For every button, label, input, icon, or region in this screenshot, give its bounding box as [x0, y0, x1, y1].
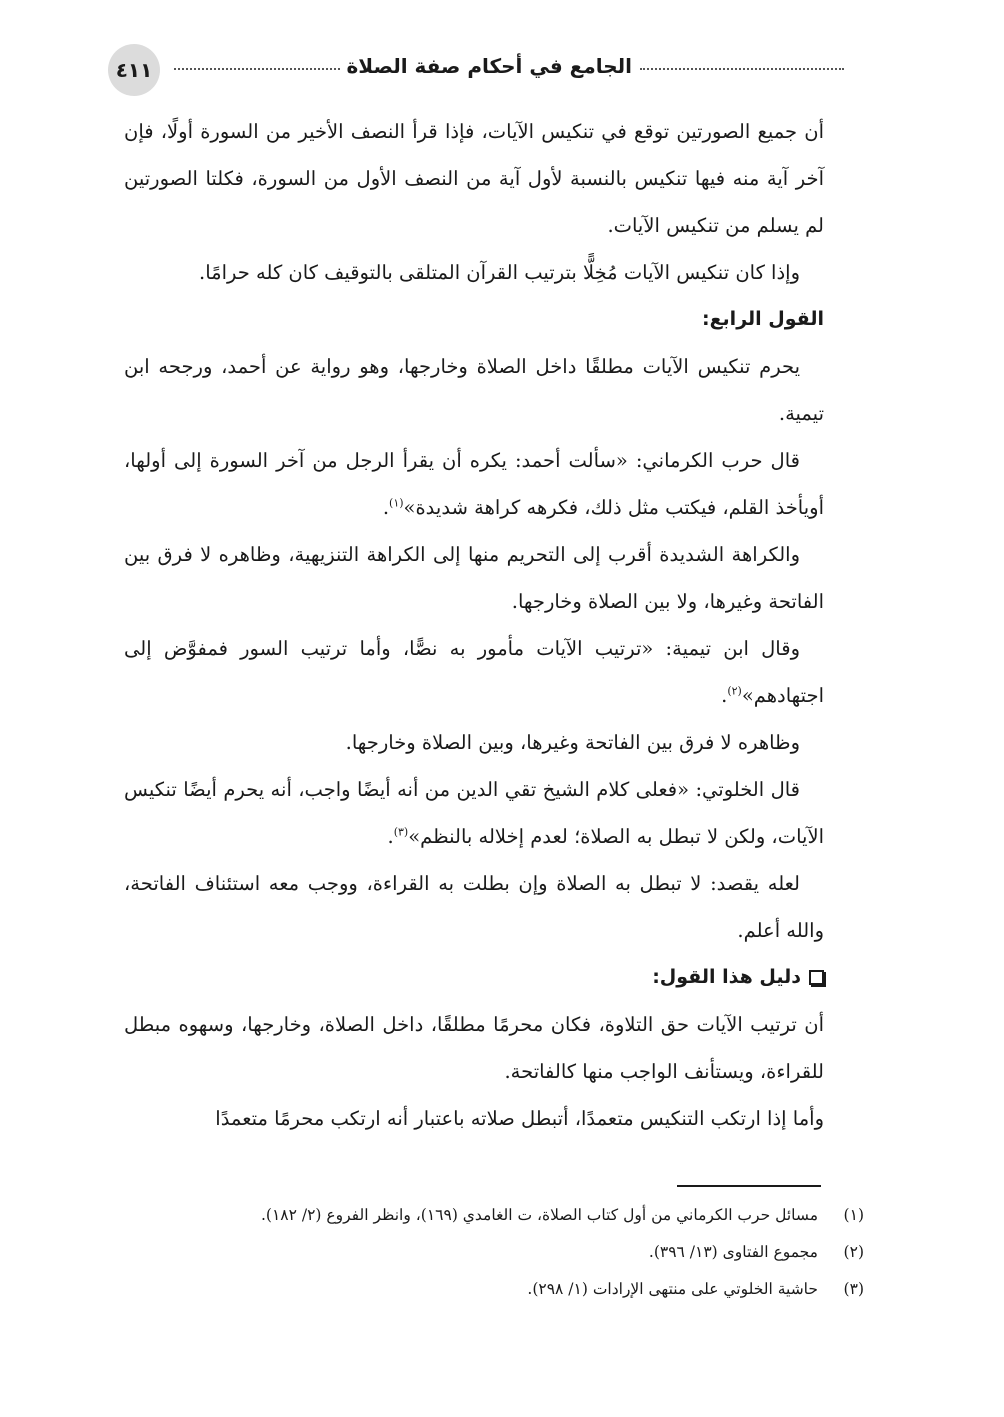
paragraph: وإذا كان تنكيس الآيات مُخِلًّا بترتيب القرآن المتلقى بالتوقيف كان كله حرامًا.: [199, 261, 800, 284]
section-heading-fourth-opinion: القول الرابع:: [701, 308, 824, 330]
paragraph-with-footnote: [124, 625, 824, 719]
punctuation: .: [382, 496, 390, 519]
footnote-number: (١): [843, 1206, 864, 1224]
section-heading-evidence: [124, 954, 824, 1001]
main-text: [124, 108, 824, 1142]
page-number: ٤١١: [108, 44, 160, 96]
header-title: الجامع في أحكام صفة الصلاة: [346, 54, 632, 78]
paragraph: أن ترتيب الآيات حق التلاوة، فكان محرمًا مطلقًا، داخل الصلاة، وخارجها، وسهوه مبطل للقراءة، ويستأنف الواجب منها كالفاتحة.: [124, 1013, 824, 1083]
paragraph: وظاهره لا فرق بين الفاتحة وغيرها، وبين الصلاة وخارجها.: [345, 731, 800, 754]
footnote-text: حاشية الخلوتي على منتهى الإرادات (١/ ٢٩٨).: [527, 1280, 818, 1298]
footnote-text: مجموع الفتاوى (١٣/ ٣٩٦).: [648, 1243, 818, 1261]
footnote-ref: (٢): [727, 684, 742, 698]
paragraph: أن جميع الصورتين توقع في تنكيس الآيات، فإذا قرأ النصف الأخير من السورة أولًا، فإن آخر آية منه فيها تنكيس بالنسبة لأول آية من النصف الأول من السورة، فكلتا الصورتين لم يسلم من تنكيس الآيات.: [124, 120, 824, 237]
footnote-number: (٢): [843, 1243, 864, 1261]
header-dotted-rule-left: [174, 68, 340, 70]
paragraph: وأما إذا ارتكب التنكيس متعمدًا، أتبطل صلاته باعتبار أنه ارتكب محرمًا متعمدًا: [215, 1107, 824, 1130]
footnote-ref: (١): [389, 496, 404, 510]
paragraph-with-footnote: [124, 766, 824, 860]
paragraph-text: وقال ابن تيمية: «ترتيب الآيات مأمور به نصًّا، وأما ترتيب السور فمفوَّض إلى اجتهادهم»: [124, 637, 824, 707]
punctuation: .: [721, 684, 728, 707]
footnote-item: [124, 1234, 864, 1271]
paragraph-text: قال حرب الكرماني: «سألت أحمد: يكره أن يقرأ الرجل من آخر السورة إلى أولها، أويأخذ القلم، فيكتب مثل ذلك، فكرهه كراهة شديدة»: [124, 449, 824, 519]
footnotes: [124, 1197, 864, 1308]
section-heading-text: دليل هذا القول:: [652, 966, 801, 988]
footnote-number: (٣): [843, 1280, 864, 1298]
paragraph-with-footnote: [124, 437, 824, 531]
footnote-text: مسائل حرب الكرماني من أول كتاب الصلاة، ت الغامدي (١٦٩)، وانظر الفروع (٢/ ١٨٢).: [260, 1206, 818, 1224]
punctuation: .: [387, 825, 394, 848]
paragraph-text: قال الخلوتي: «فعلى كلام الشيخ تقي الدين من أنه أيضًا واجب، أنه يحرم أيضًا تنكيس الآيات، ولكن لا تبطل به الصلاة؛ لعدم إخلاله بالنظم»: [124, 778, 824, 848]
footnote-item: [124, 1197, 864, 1234]
footnote-separator: [677, 1185, 821, 1187]
checkbox-square-icon: [809, 970, 824, 985]
running-header: [108, 44, 844, 96]
footnote-ref: (٣): [393, 825, 409, 839]
paragraph: يحرم تنكيس الآيات مطلقًا داخل الصلاة وخارجها، وهو رواية عن أحمد، ورجحه ابن تيمية.: [124, 355, 824, 425]
footnote-item: [124, 1271, 864, 1308]
paragraph: والكراهة الشديدة أقرب إلى التحريم منها إلى الكراهة التنزيهية، وظاهره لا فرق بين الفاتحة وغيرها، ولا بين الصلاة وخارجها.: [124, 543, 824, 613]
header-dotted-rule-right: [640, 68, 844, 70]
paragraph: لعله يقصد: لا تبطل به الصلاة وإن بطلت به القراءة، ووجب معه استئناف الفاتحة، والله أعلم.: [124, 872, 824, 942]
